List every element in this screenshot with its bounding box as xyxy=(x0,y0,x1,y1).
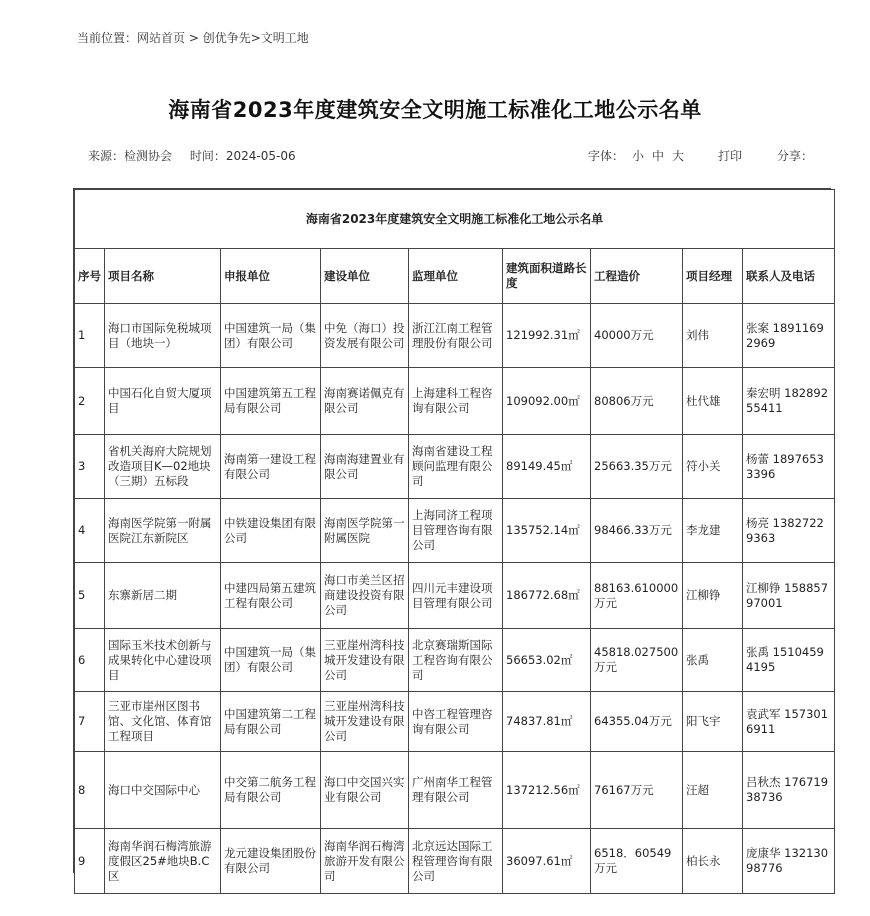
column-header: 监理单位 xyxy=(409,249,503,304)
table-cell: 汪超 xyxy=(683,752,743,829)
table-cell: 4 xyxy=(75,499,105,563)
table-row xyxy=(75,752,835,829)
table-cell: 74837.81㎡ xyxy=(503,692,591,752)
table-cell: 45818.027500万元 xyxy=(591,629,683,692)
table-row xyxy=(75,829,835,894)
table-cell: 北京赛瑞斯国际工程咨询有限公司 xyxy=(409,629,503,692)
breadcrumb-separator: > xyxy=(250,31,261,45)
project-table xyxy=(74,189,835,894)
table-cell: 海南省建设工程顾问监理有限公司 xyxy=(409,435,503,499)
table-cell: 海口中交国际中心 xyxy=(105,752,221,829)
table-cell: 海南华润石梅湾旅游开发有限公司 xyxy=(321,829,409,894)
table-row xyxy=(75,368,835,435)
font-small-button[interactable]: 小 xyxy=(632,149,645,163)
table-cell: 7 xyxy=(75,692,105,752)
share-label[interactable]: 分享： xyxy=(777,149,814,163)
article-tools xyxy=(588,147,814,164)
table-cell: 海南华润石梅湾旅游度假区25#地块B.C区 xyxy=(105,829,221,894)
table-cell: 海南医学院第一附属医院 xyxy=(321,499,409,563)
table-cell: 76167万元 xyxy=(591,752,683,829)
table-cell: 98466.33万元 xyxy=(591,499,683,563)
table-cell: 上海建科工程咨询有限公司 xyxy=(409,368,503,435)
table-row xyxy=(75,499,835,563)
table-cell: 杜代雄 xyxy=(683,368,743,435)
table-cell: 6518．60549万元 xyxy=(591,829,683,894)
table-cell: 5 xyxy=(75,563,105,629)
table-cell: 秦宏明 18289255411 xyxy=(743,368,835,435)
table-cell: 6 xyxy=(75,629,105,692)
table-cell: 56653.02㎡ xyxy=(503,629,591,692)
breadcrumb-section-link[interactable]: 创优争先 xyxy=(202,31,251,45)
table-cell: 符小关 xyxy=(683,435,743,499)
table-cell: 64355.04万元 xyxy=(591,692,683,752)
column-header: 项目经理 xyxy=(683,249,743,304)
table-row xyxy=(75,435,835,499)
table-cell: 杨蕾 18976533396 xyxy=(743,435,835,499)
table-cell: 25663.35万元 xyxy=(591,435,683,499)
column-header: 工程造价 xyxy=(591,249,683,304)
table-cell: 李龙建 xyxy=(683,499,743,563)
table-cell: 东寨新居二期 xyxy=(105,563,221,629)
table-cell: 1 xyxy=(75,304,105,368)
breadcrumb xyxy=(77,29,309,46)
table-cell: 浙江江南工程管理股份有限公司 xyxy=(409,304,503,368)
breadcrumb-prefix: 当前位置： xyxy=(77,31,138,45)
table-cell: 张禹 xyxy=(683,629,743,692)
table-cell: 江柳铮 15885797001 xyxy=(743,563,835,629)
column-header: 联系人及电话 xyxy=(743,249,835,304)
table-cell: 海南海建置业有限公司 xyxy=(321,435,409,499)
table-cell: 三亚崖州湾科技城开发建设有限公司 xyxy=(321,629,409,692)
table-row xyxy=(75,692,835,752)
breadcrumb-separator: > xyxy=(185,31,203,45)
breadcrumb-current-link[interactable]: 文明工地 xyxy=(260,31,309,45)
column-header: 建筑面积道路长度 xyxy=(503,249,591,304)
table-cell: 中交第二航务工程局有限公司 xyxy=(221,752,321,829)
table-cell: 省机关海府大院规划改造项目K—02地块（三期）五标段 xyxy=(105,435,221,499)
table-cell: 江柳铮 xyxy=(683,563,743,629)
font-size-switcher xyxy=(588,149,684,163)
table-cell: 张案 18911692969 xyxy=(743,304,835,368)
table-cell: 135752.14㎡ xyxy=(503,499,591,563)
table-cell: 上海同济工程项目管理咨询有限公司 xyxy=(409,499,503,563)
table-cell: 中建四局第五建筑工程有限公司 xyxy=(221,563,321,629)
table-cell: 四川元丰建设项目管理有限公司 xyxy=(409,563,503,629)
table-row xyxy=(75,304,835,368)
table-cell: 2 xyxy=(75,368,105,435)
font-large-button[interactable]: 大 xyxy=(672,149,685,163)
table-cell: 北京远达国际工程管理咨询有限公司 xyxy=(409,829,503,894)
article-source: 来源：检测协会 xyxy=(88,149,173,163)
table-cell: 龙元建设集团股份有限公司 xyxy=(221,829,321,894)
table-cell: 吕秋杰 17671938736 xyxy=(743,752,835,829)
document-scan xyxy=(73,188,831,883)
table-cell: 庞康华 13213098776 xyxy=(743,829,835,894)
article-meta xyxy=(88,147,310,164)
table-cell: 中国建筑一局（集团）有限公司 xyxy=(221,304,321,368)
table-cell: 中国建筑第二工程局有限公司 xyxy=(221,692,321,752)
font-size-label: 字体： xyxy=(588,149,625,163)
table-cell: 中国石化自贸大厦项目 xyxy=(105,368,221,435)
table-cell: 中国建筑第五工程局有限公司 xyxy=(221,368,321,435)
table-cell: 杨亮 13827229363 xyxy=(743,499,835,563)
table-cell: 186772.68㎡ xyxy=(503,563,591,629)
table-cell: 121992.31㎡ xyxy=(503,304,591,368)
table-cell: 广州南华工程管理有限公司 xyxy=(409,752,503,829)
article-time: 时间：2024-05-06 xyxy=(189,149,296,163)
table-cell: 中咨工程管理咨询有限公司 xyxy=(409,692,503,752)
table-cell: 8 xyxy=(75,752,105,829)
breadcrumb-home-link[interactable]: 网站首页 xyxy=(137,31,186,45)
article-title: 海南省2023年度建筑安全文明施工标准化工地公示名单 xyxy=(168,98,702,122)
table-cell: 中国建筑一局（集团）有限公司 xyxy=(221,629,321,692)
table-cell: 3 xyxy=(75,435,105,499)
table-cell: 阳飞宇 xyxy=(683,692,743,752)
column-header: 申报单位 xyxy=(221,249,321,304)
table-cell: 40000万元 xyxy=(591,304,683,368)
table-cell: 海南赛诺佩克有限公司 xyxy=(321,368,409,435)
column-header: 项目名称 xyxy=(105,249,221,304)
column-header: 序号 xyxy=(75,249,105,304)
font-medium-button[interactable]: 中 xyxy=(652,149,665,163)
table-cell: 9 xyxy=(75,829,105,894)
table-caption: 海南省2023年度建筑安全文明施工标准化工地公示名单 xyxy=(75,190,835,249)
column-header: 建设单位 xyxy=(321,249,409,304)
table-cell: 89149.45㎡ xyxy=(503,435,591,499)
table-cell: 中免（海口）投资发展有限公司 xyxy=(321,304,409,368)
table-cell: 中铁建设集团有限公司 xyxy=(221,499,321,563)
table-cell: 国际玉米技术创新与成果转化中心建设项目 xyxy=(105,629,221,692)
table-row xyxy=(75,629,835,692)
print-button[interactable]: 打印 xyxy=(718,149,743,163)
table-cell: 80806万元 xyxy=(591,368,683,435)
table-cell: 137212.56㎡ xyxy=(503,752,591,829)
table-cell: 海口中交国兴实业有限公司 xyxy=(321,752,409,829)
table-cell: 109092.00㎡ xyxy=(503,368,591,435)
table-cell: 柏长永 xyxy=(683,829,743,894)
table-cell: 三亚崖州湾科技城开发建设有限公司 xyxy=(321,692,409,752)
table-cell: 刘伟 xyxy=(683,304,743,368)
table-header-row xyxy=(75,249,835,304)
table-row xyxy=(75,563,835,629)
table-cell: 三亚市崖州区图书馆、文化馆、体育馆工程项目 xyxy=(105,692,221,752)
table-cell: 海南第一建设工程有限公司 xyxy=(221,435,321,499)
table-cell: 海口市美兰区招商建设投资有限公司 xyxy=(321,563,409,629)
table-cell: 海口市国际免税城项目（地块一） xyxy=(105,304,221,368)
table-cell: 88163.610000万元 xyxy=(591,563,683,629)
table-cell: 袁武军 1573016911 xyxy=(743,692,835,752)
table-cell: 海南医学院第一附属医院江东新院区 xyxy=(105,499,221,563)
table-cell: 张禹 15104594195 xyxy=(743,629,835,692)
table-cell: 36097.61㎡ xyxy=(503,829,591,894)
